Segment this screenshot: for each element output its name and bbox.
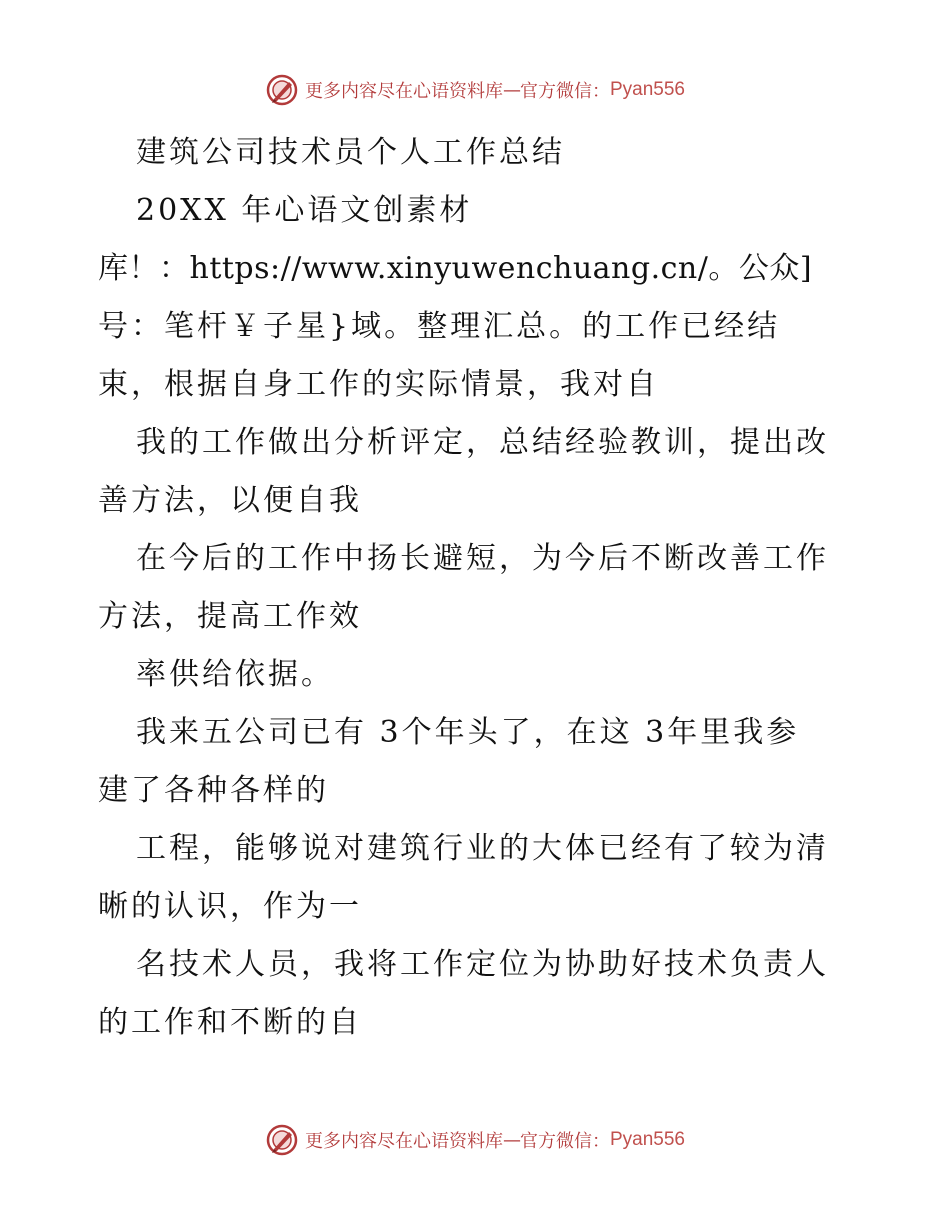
paragraph-line: 工程，能够说对建筑行业的大体已经有了较为清 xyxy=(136,831,829,866)
paragraph-line: 库！：https://www.xinyuwenchuang.cn/。公众] xyxy=(98,251,813,286)
banner-wechat-id: Pyan556 xyxy=(609,79,685,100)
paragraph-line: 率供给依据。 xyxy=(136,657,334,692)
paragraph-line: 20XX 年心语文创素材 xyxy=(136,193,473,228)
banner-dash: — xyxy=(502,79,520,101)
banner-wechat-label: 官方微信： xyxy=(519,81,610,102)
document-title: 建筑公司技术员个人工作总结 xyxy=(136,135,565,170)
paragraph-line: 善方法，以便自我 xyxy=(98,483,362,518)
paragraph-line: 我来五公司已有 3个年头了，在这 3年里我参 xyxy=(136,715,800,750)
paragraph-line: 我的工作做出分析评定，总结经验教训，提出改 xyxy=(136,425,829,460)
paragraph-line: 晰的认识，作为一 xyxy=(98,889,362,924)
paragraph-line: 名技术人员，我将工作定位为协助好技术负责人 xyxy=(136,947,829,982)
paragraph-line: 号：笔杆￥子星}域。整理汇总。的工作已经结 xyxy=(98,309,781,344)
banner-site-text: 更多内容尽在心语资料库 xyxy=(304,81,503,102)
paragraph-line: 方法，提高工作效 xyxy=(98,599,362,634)
paragraph-line: 束，根据自身工作的实际情景，我对自 xyxy=(98,367,659,402)
footer-banner xyxy=(0,1120,950,1160)
paragraph-line: 建了各种各样的 xyxy=(98,773,329,808)
banner-site-text: 更多内容尽在心语资料库 xyxy=(304,1131,503,1152)
paragraph-line: 在今后的工作中扬长避短，为今后不断改善工作 xyxy=(136,541,829,576)
banner-dash: — xyxy=(502,1129,520,1151)
pen-logo-icon xyxy=(265,1123,299,1157)
document-body xyxy=(98,124,868,1052)
banner-wechat-id: Pyan556 xyxy=(609,1129,685,1150)
paragraph-line: 的工作和不断的自 xyxy=(98,1005,362,1040)
pen-logo-icon xyxy=(265,73,299,107)
banner-wechat-label: 官方微信： xyxy=(519,1131,610,1152)
header-banner xyxy=(0,70,950,110)
